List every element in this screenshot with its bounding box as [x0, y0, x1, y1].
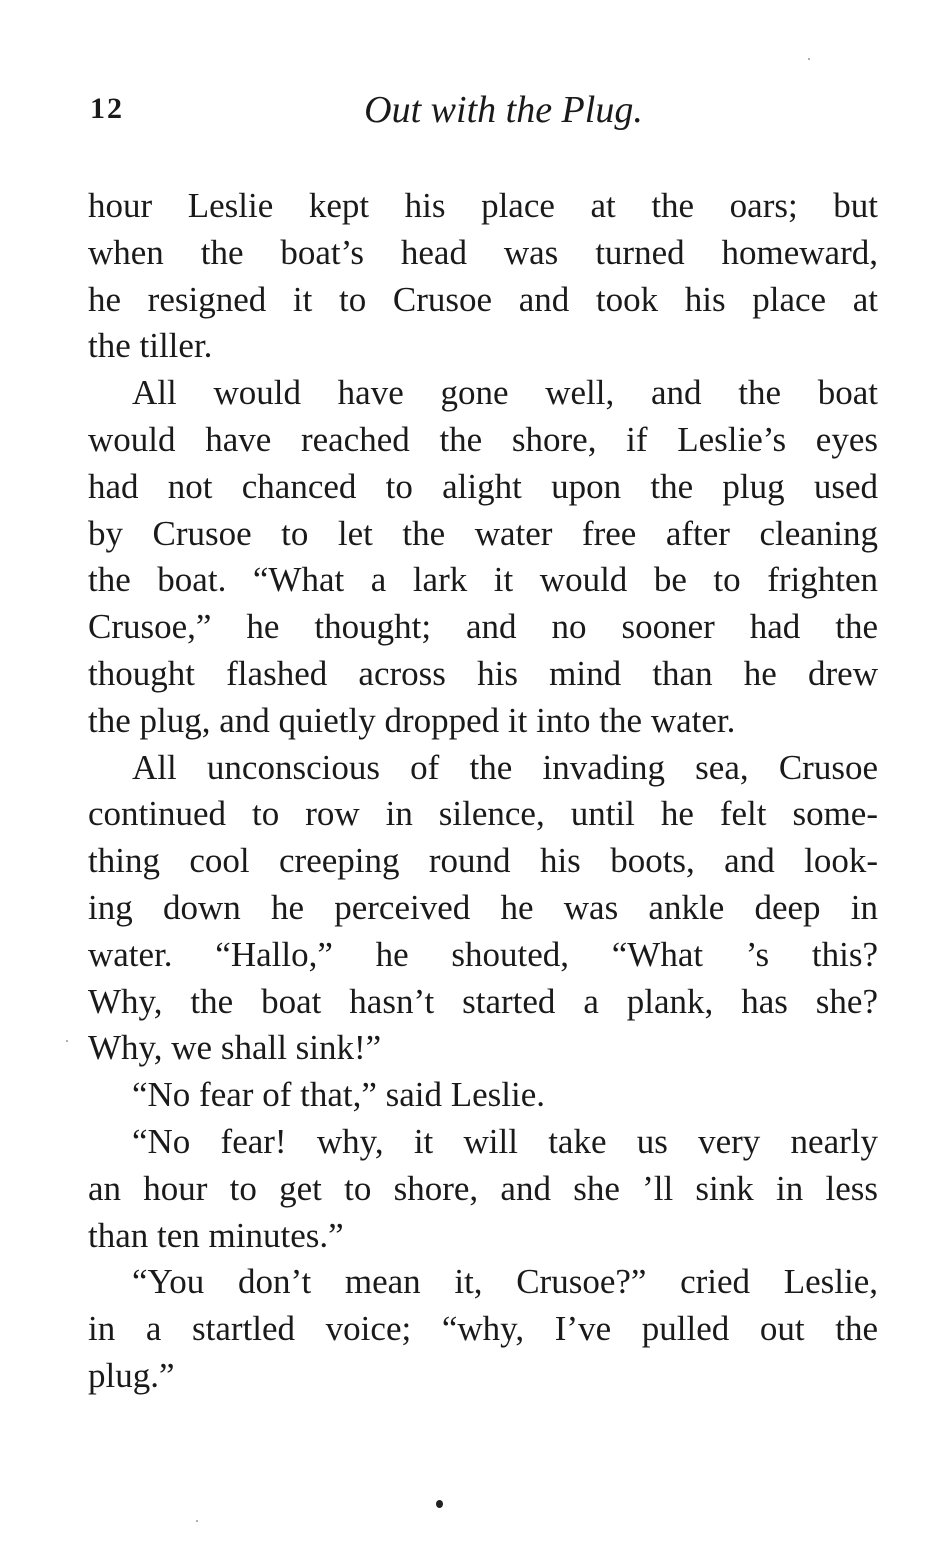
text-line: the plug, and quietly dropped it into the water. — [88, 700, 736, 740]
paragraph — [88, 183, 878, 370]
text-line: Crusoe,” he thought; and no sooner had the — [88, 607, 878, 647]
text-line: “You don’t mean it, Crusoe?” cried Leslie, — [132, 1262, 878, 1302]
body-text — [88, 183, 878, 1400]
paragraph — [88, 370, 878, 744]
text-line: by Crusoe to let the water free after cleaning — [88, 513, 878, 553]
text-line: in a startled voice; “why, I’ve pulled out the — [88, 1309, 878, 1349]
text-line: hour Leslie kept his place at the oars; but — [88, 186, 878, 225]
running-title: Out with the Plug. — [364, 89, 643, 131]
text-line: “No fear of that,” said Leslie. — [132, 1075, 546, 1115]
text-line: would have reached the shore, if Leslie’s eyes — [88, 419, 878, 459]
text-line: when the boat’s head was turned homeward, — [88, 232, 878, 272]
text-line: thought flashed across his mind than he drew — [88, 653, 878, 693]
text-line: All unconscious of the invading sea, Crusoe — [132, 747, 878, 787]
text-line: plug.” — [88, 1355, 175, 1395]
text-line: the tiller. — [88, 326, 213, 366]
paragraph — [88, 1072, 878, 1119]
text-line: he resigned it to Crusoe and took his place at — [88, 279, 878, 319]
text-line: All would have gone well, and the boat — [132, 373, 878, 413]
paragraph — [88, 1119, 878, 1259]
text-line: had not chanced to alight upon the plug used — [88, 466, 878, 506]
printer-mark — [436, 1500, 443, 1508]
paragraph — [88, 745, 878, 1073]
page-header — [90, 88, 877, 138]
paragraph — [88, 1259, 878, 1399]
text-line: the boat. “What a lark it would be to frighten — [88, 560, 878, 600]
paper-speck — [808, 58, 810, 60]
text-line: Why, the boat hasn’t started a plank, has she? — [88, 981, 878, 1021]
text-line: thing cool creeping round his boots, and look- — [88, 841, 878, 881]
text-line: than ten minutes.” — [88, 1215, 344, 1255]
text-line: ing down he perceived he was ankle deep in — [88, 887, 878, 927]
text-line: Why, we shall sink!” — [88, 1028, 382, 1068]
text-line: water. “Hallo,” he shouted, “What ’s this? — [88, 934, 878, 974]
paper-speck — [196, 1520, 198, 1522]
text-line: an hour to get to shore, and she ’ll sink in less — [88, 1168, 878, 1208]
paper-speck — [66, 1040, 68, 1042]
page-number: 12 — [90, 92, 124, 125]
text-line: “No fear! why, it will take us very nearly — [132, 1121, 878, 1161]
text-line: continued to row in silence, until he felt some- — [88, 794, 878, 834]
